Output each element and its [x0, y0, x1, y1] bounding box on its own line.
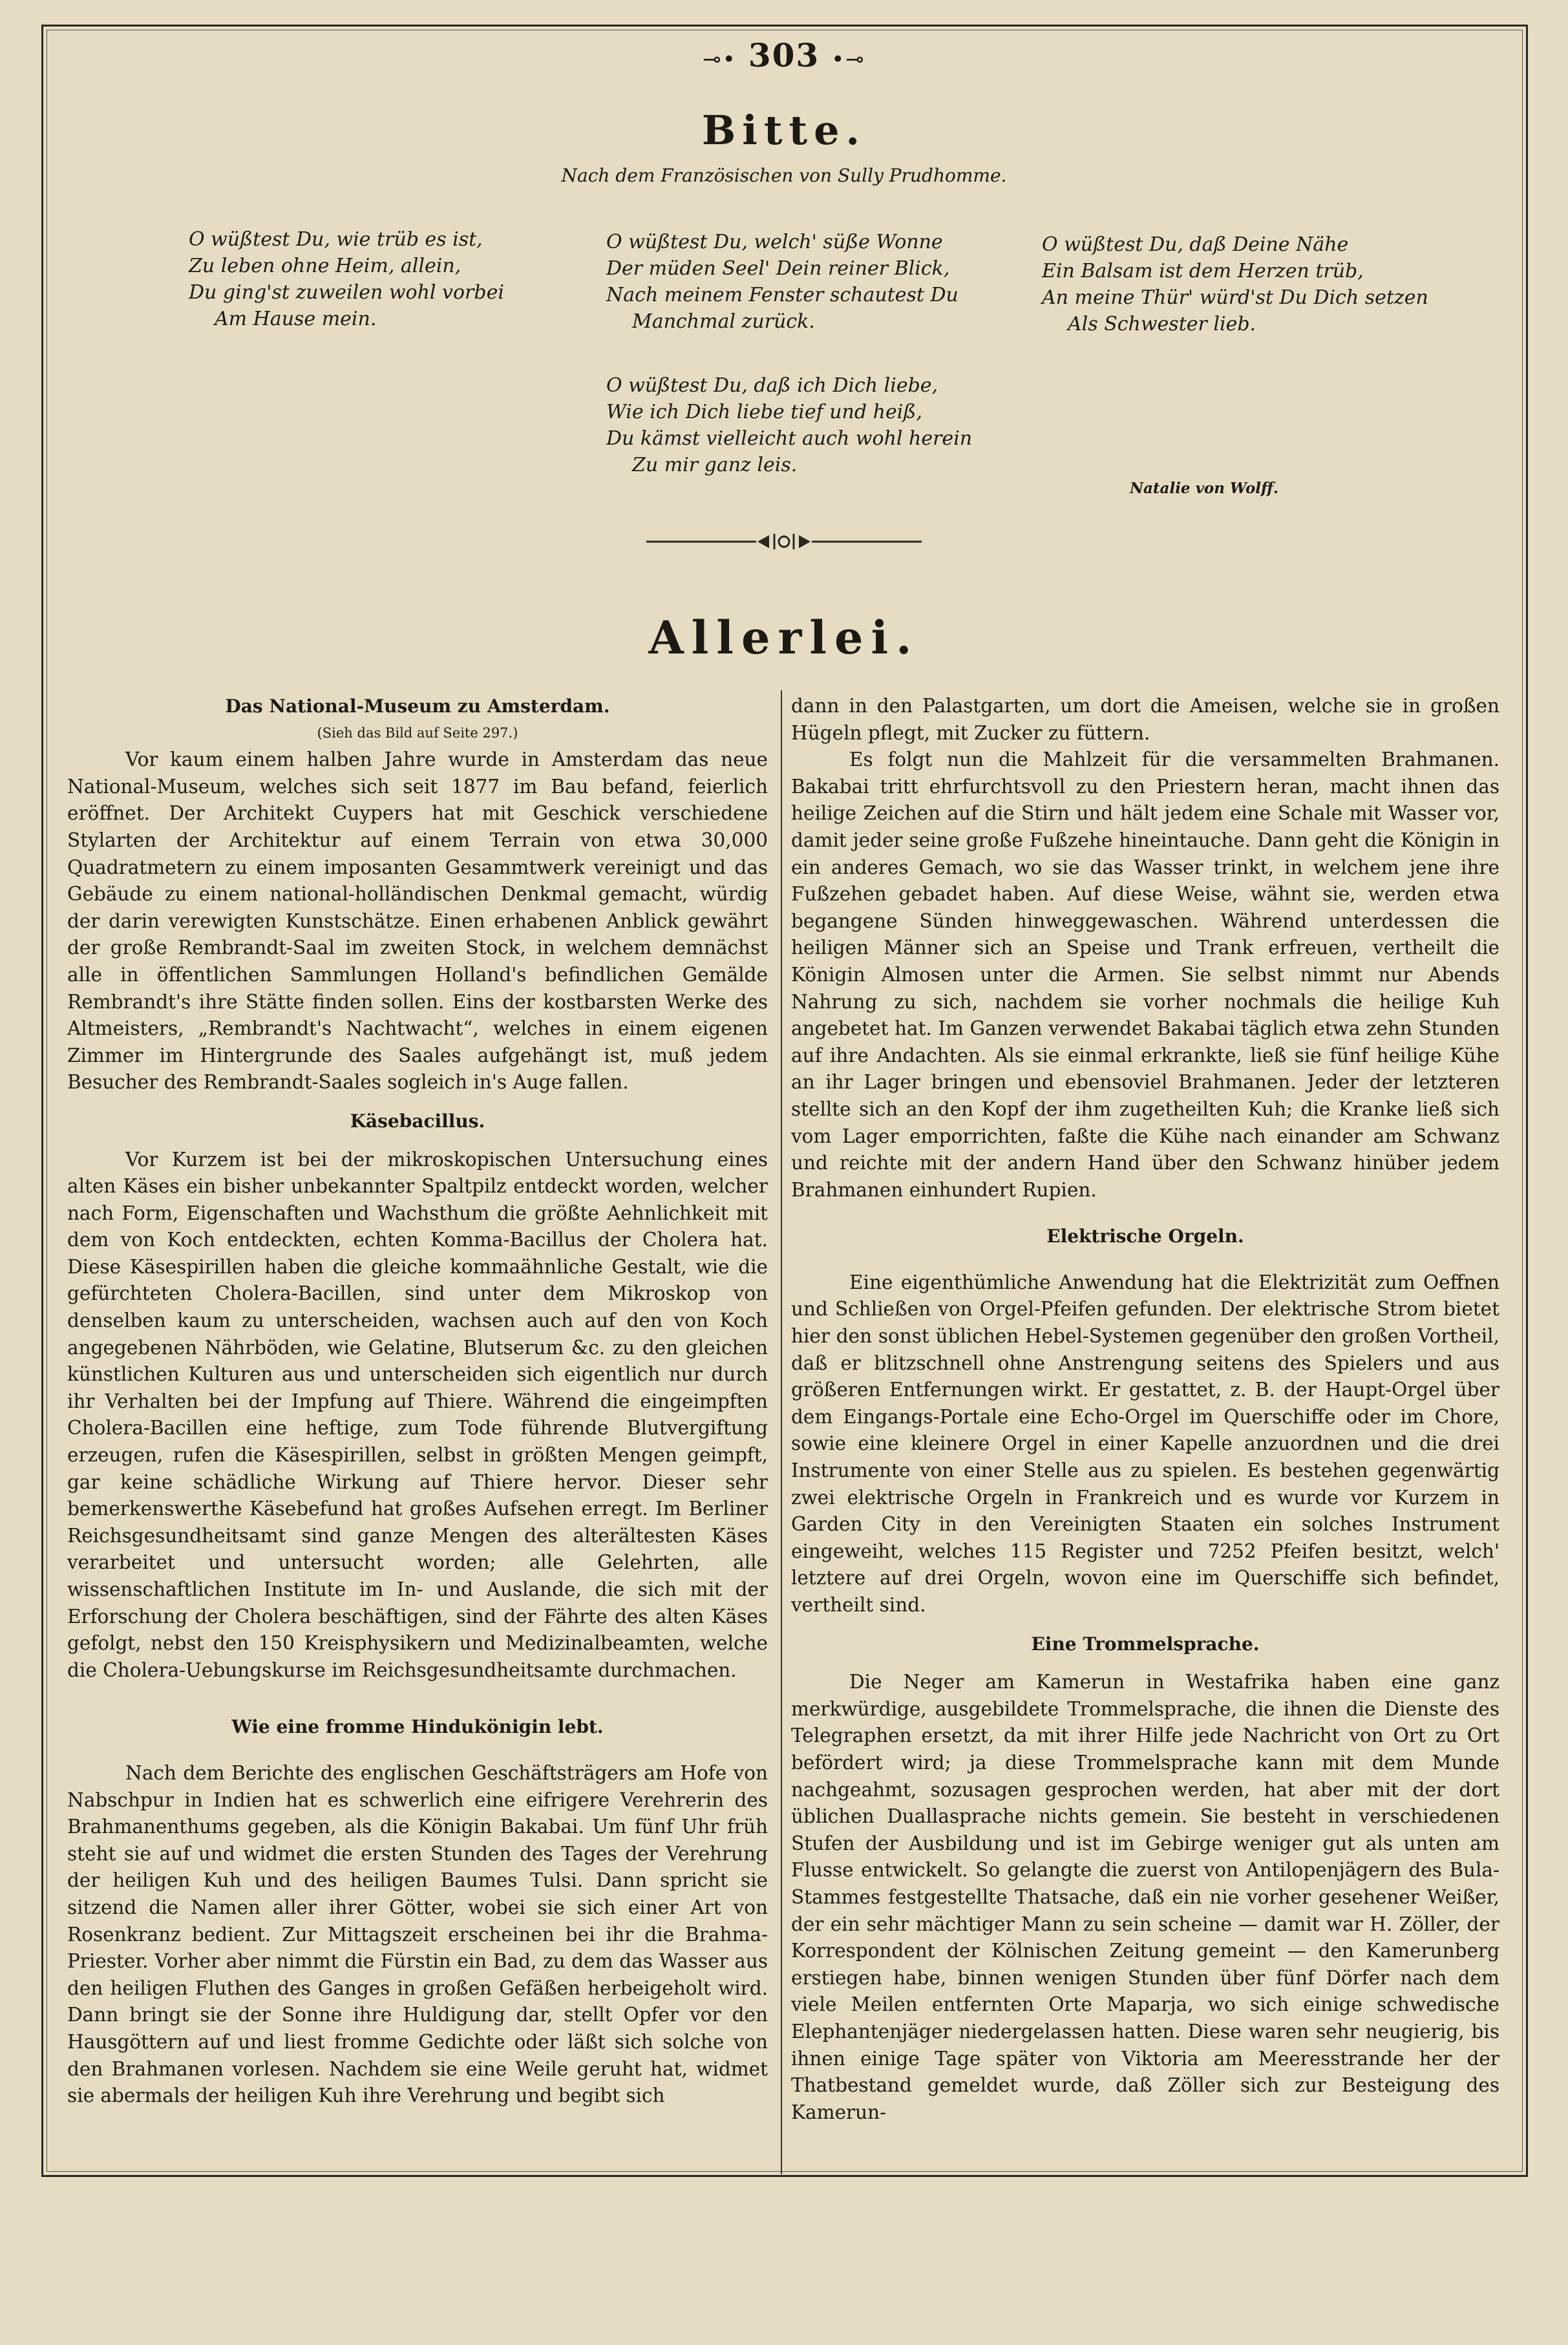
article-title-kaese: Käsebacillus. [350, 1110, 485, 1132]
article-paragraph: Eine eigenthümliche Anwendung hat die Elektrizität zum Oeffnen und Schließen von Orgel-Pfeifen gefunden. Der elektrische Strom bietet hier den sonst üblichen Hebel-Systemen gegenüber den großen Vortheil, daß er blitzschnell ohne Anstrengung seitens des Spielers und aus größeren Entfernungen wirkt. Er gestattet, z. B. der Haupt-Orgel über dem Eingangs-Portale eine Echo-Orgel im Querschiffe oder im Chore, sowie eine kleinere Orgel in einer Kapelle anzuordnen und die drei Instrumente von einer Stelle aus zu spielen. Es bestehen gegenwärtig zwei elektrische Orgeln in Frankreich und es wurde vor Kurzem in Garden City in den Vereinigten Staaten ein solches Instrument eingeweiht, welches 115 Register und 7252 Pfeifen besitzt, welch' letztere auf drei Orgeln, wovon eine im Querschiffe sich befindet, vertheilt sind. [791, 1271, 1499, 1616]
ornament-right: •⊸ [831, 47, 865, 72]
article-title-hindu: Wie eine fromme Hindukönigin lebt. [231, 1716, 604, 1738]
stanza-line: O wüßtest Du, wie trüb es ist, [189, 228, 483, 251]
stanza-line: An meine Thür' würd'st Du Dich setzen [1042, 286, 1428, 309]
poem-title: Bitte. [701, 107, 867, 154]
stanza-line: Ein Balsam ist dem Herzen trüb, [1042, 260, 1364, 282]
stanza-line: O wüßtest Du, daß Deine Nähe [1042, 233, 1349, 256]
article-title-orgeln: Elektrische Orgeln. [1046, 1226, 1244, 1247]
left-column [67, 693, 768, 2110]
poem-subtitle: Nach dem Französischen von Sully Prudhomme. [561, 165, 1007, 186]
article-paragraph: Die Neger am Kamerun in Westafrika haben eine ganz merkwürdige, ausgebildete Trommelsprache, die ihnen die Dienste des Telegraphen ersetzt, da mit ihrer Hilfe jede Nachricht von Ort zu Ort befördert wird; ja diese Trommelsprache kann mit dem Munde nachgeahmt, sozusagen gesprochen werden, hat aber mit der dort üblichen Duallasprache nichts gemein. Sie besteht in verschiedenen Stufen der Ausbildung und ist im Gebirge weniger gut als unten am Flusse entwickelt. So gelangte die zuerst von Antilopenjägern des Bula-Stammes festgestellte Thatsache, daß ein nie vorher gesehener Weißer, der ein sehr mächtiger Mann zu sein scheine — damit war H. Zöller, der Korrespondent der Kölnischen Zeitung gemeint — den Kamerunberg erstiegen habe, binnen wenigen Stunden über fünf Dörfer nach dem viele Meilen entfernten Orte Maparja, wo sich einige schwedische Elephantenjäger niedergelassen hatten. Diese waren sehr neugierig, bis ihnen einige Tage später von Viktoria am Meeresstrande her der Thatbestand gemeldet wurde, daß Zöller sich zur Besteigung des Kamerun- [791, 1671, 1499, 2123]
article-paragraph: Nach dem Berichte des englischen Geschäftsträgers am Hofe von Nabschpur in Indien hat es schwerlich eine eifrigere Verehrerin des Brahmanenthums gegeben, als die Königin Bakabai. Um fünf Uhr früh steht sie auf und widmet die ersten Stunden des Tages der Verehrung der heiligen Kuh und des heiligen Baumes Tulsi. Dann spricht sie sitzend die Namen aller ihrer Götter, wobei sie sich einer Art von Rosenkranz bedient. Zur Mittagszeit erscheinen bei ihr die Brahma-Priester. Vorher aber nimmt die Fürstin ein Bad, zu dem das Wasser aus den heiligen Fluthen des Ganges in großen Gefäßen herbeigeholt wird. Dann bringt sie der Sonne ihre Huldigung dar, stellt Opfer vor den Hausgöttern auf und liest fromme Gedichte oder läßt sich solche von den Brahmanen vorlesen. Nachdem sie eine Weile geruht hat, widmet sie abermals der heiligen Kuh ihre Verehrung und begibt sich [67, 1761, 768, 2107]
stanza-line: Am Hause mein. [215, 308, 377, 330]
page-number [0, 36, 1568, 74]
article-paragraph: Vor kaum einem halben Jahre wurde in Amsterdam das neue National-Museum, welches sich seit 1877 im Bau befand, feierlich eröffnet. Der Architekt Cuypers hat mit Geschick verschiedene Stylarten der Architektur auf einem Terrain von etwa 30,000 Quadratmetern zu einem imposanten Gesammtwerk vereinigt und das Gebäude zu einem national-holländischen Denkmal gemacht, würdig der darin verewigten Kunstschätze. Einen erhabenen Anblick gewährt der große Rembrandt-Saal im zweiten Stock, in welchem demnächst alle in öffentlichen Sammlungen Holland's befindlichen Gemälde Rembrandt's ihre Stätte finden sollen. Eins der kostbarsten Werke des Altmeisters, „Rembrandt's Nachtwacht“, welches in einem eigenen Zimmer im Hintergrunde des Saales aufgehängt ist, muß jedem Besucher des Rembrandt-Saales sogleich in's Auge fallen. [67, 748, 768, 1094]
stanza-line: Wie ich Dich liebe tief und heiß, [606, 401, 922, 423]
stanza-line: Manchmal zurück. [632, 310, 815, 333]
article-title-museum: Das National-Museum zu Amsterdam. [225, 695, 610, 717]
stanza-line: Der müden Seel' Dein reiner Blick, [606, 257, 950, 280]
stanza-line: O wüßtest Du, welch' süße Wonne [606, 231, 943, 253]
page-number-value: 303 [748, 36, 820, 74]
stanza-line: Als Schwester lieb. [1068, 313, 1256, 335]
article-paragraph: Es folgt nun die Mahlzeit für die versammelten Brahmanen. Bakabai tritt ehrfurchtsvoll zu den Priestern heran, macht ihnen das heilige Zeichen auf die Stirn und hält jedem eine Schale mit Wasser vor, damit jeder seine große Fußzehe hineintauche. Dann geht die Königin in ein anderes Gemach, wo sie das Wasser trinkt, in welchem jene ihre Fußzehen gebadet haben. Auf diese Weise, wähnt sie, werden etwa begangene Sünden hinweggewaschen. Während unterdessen die heiligen Männer sich an Speise und Trank erfreuen, vertheilt die Königin Almosen unter die Armen. Sie selbst nimmt nur Abends Nahrung zu sich, nachdem sie vorher nochmals die heilige Kuh angebetet hat. Im Ganzen verwendet Bakabai täglich etwa zehn Stunden auf ihre Andachten. Als sie einmal erkrankte, ließ sie fünf heilige Kühe an ihr Lager bringen und ebensoviel Brahmanen. Jeder der letzteren stellte sich an den Kopf der ihm zugetheilten Kuh; die Kranke ließ sich vom Lager emporrichten, faßte die Kühe nach einander am Schwanz und reichte mit der andern Hand über den Schwanz hinüber jedem Brahmanen einhundert Rupien. [791, 748, 1499, 1201]
stanza-line: Du kämst vielleicht auch wohl herein [606, 427, 973, 450]
poem-stanza-2 [606, 229, 959, 335]
stanza-line: Nach meinem Fenster schautest Du [606, 284, 959, 306]
divider-ornament [646, 529, 922, 555]
article-paragraph: Vor Kurzem ist bei der mikroskopischen Untersuchung eines alten Käses ein bisher unbekannter Spaltpilz entdeckt worden, welcher nach Form, Eigenschaften und Wachsthum die größte Aehnlichkeit mit dem von Koch entdeckten, echten Komma-Bacillus der Cholera hat. Diese Käsespirillen haben die gleiche kommaähnliche Gestalt, wie die gefürchteten Cholera-Bacillen, sind unter dem Mikroskop von denselben kaum zu unterscheiden, wachsen auch auf den von Koch angegebenen Nährböden, wie Gelatine, Blutserum &c. zu den gleichen künstlichen Kulturen aus und unterscheiden sich eigentlich nur durch ihr Verhalten bei der Impfung auf Thiere. Während die eingeimpften Cholera-Bacillen eine heftige, zum Tode führende Blutvergiftung erzeugen, rufen die Käsespirillen, selbst in größten Mengen geimpft, gar keine schädliche Wirkung auf Thiere hervor. Dieser sehr bemerkenswerthe Käsebefund hat großes Aufsehen erregt. Im Berliner Reichsgesundheitsamt sind ganze Mengen des alterältesten Käses verarbeitet und untersucht worden; alle Gelehrten, alle wissenschaftlichen Institute im In- und Auslande, die sich mit der Erforschung der Cholera beschäftigen, sind der Fährte des alten Käses gefolgt, nebst den 150 Kreisphysikern und Medizinalbeamten, welche die Cholera-Uebungskurse im Reichsgesundheitsamte durchmachen. [67, 1148, 768, 1681]
stanza-line: Zu mir ganz leis. [632, 454, 798, 476]
article-paragraph-continued: dann in den Palastgarten, um dort die Ameisen, welche sie in großen Hügeln pflegt, mit Zucker zu füttern. [791, 695, 1499, 744]
poem-stanza-3 [1042, 231, 1428, 337]
stanza-line: O wüßtest Du, daß ich Dich liebe, [606, 374, 938, 397]
stanza-line: Zu leben ohne Heim, allein, [189, 255, 461, 277]
poem-author: Natalie von Wolff. [1130, 480, 1279, 497]
right-column [791, 693, 1499, 2126]
column-divider [781, 690, 782, 2174]
ornament-left: ⊸• [703, 47, 737, 72]
article-title-trommel: Eine Trommelsprache. [1031, 1633, 1260, 1655]
section-title: Allerlei. [648, 611, 920, 664]
poem-stanza-4 [606, 372, 972, 478]
poem-stanza-1 [189, 226, 504, 332]
stanza-line: Du ging'st zuweilen wohl vorbei [189, 281, 504, 304]
article-subtitle-museum: (Sieh das Bild auf Seite 297.) [317, 725, 518, 741]
